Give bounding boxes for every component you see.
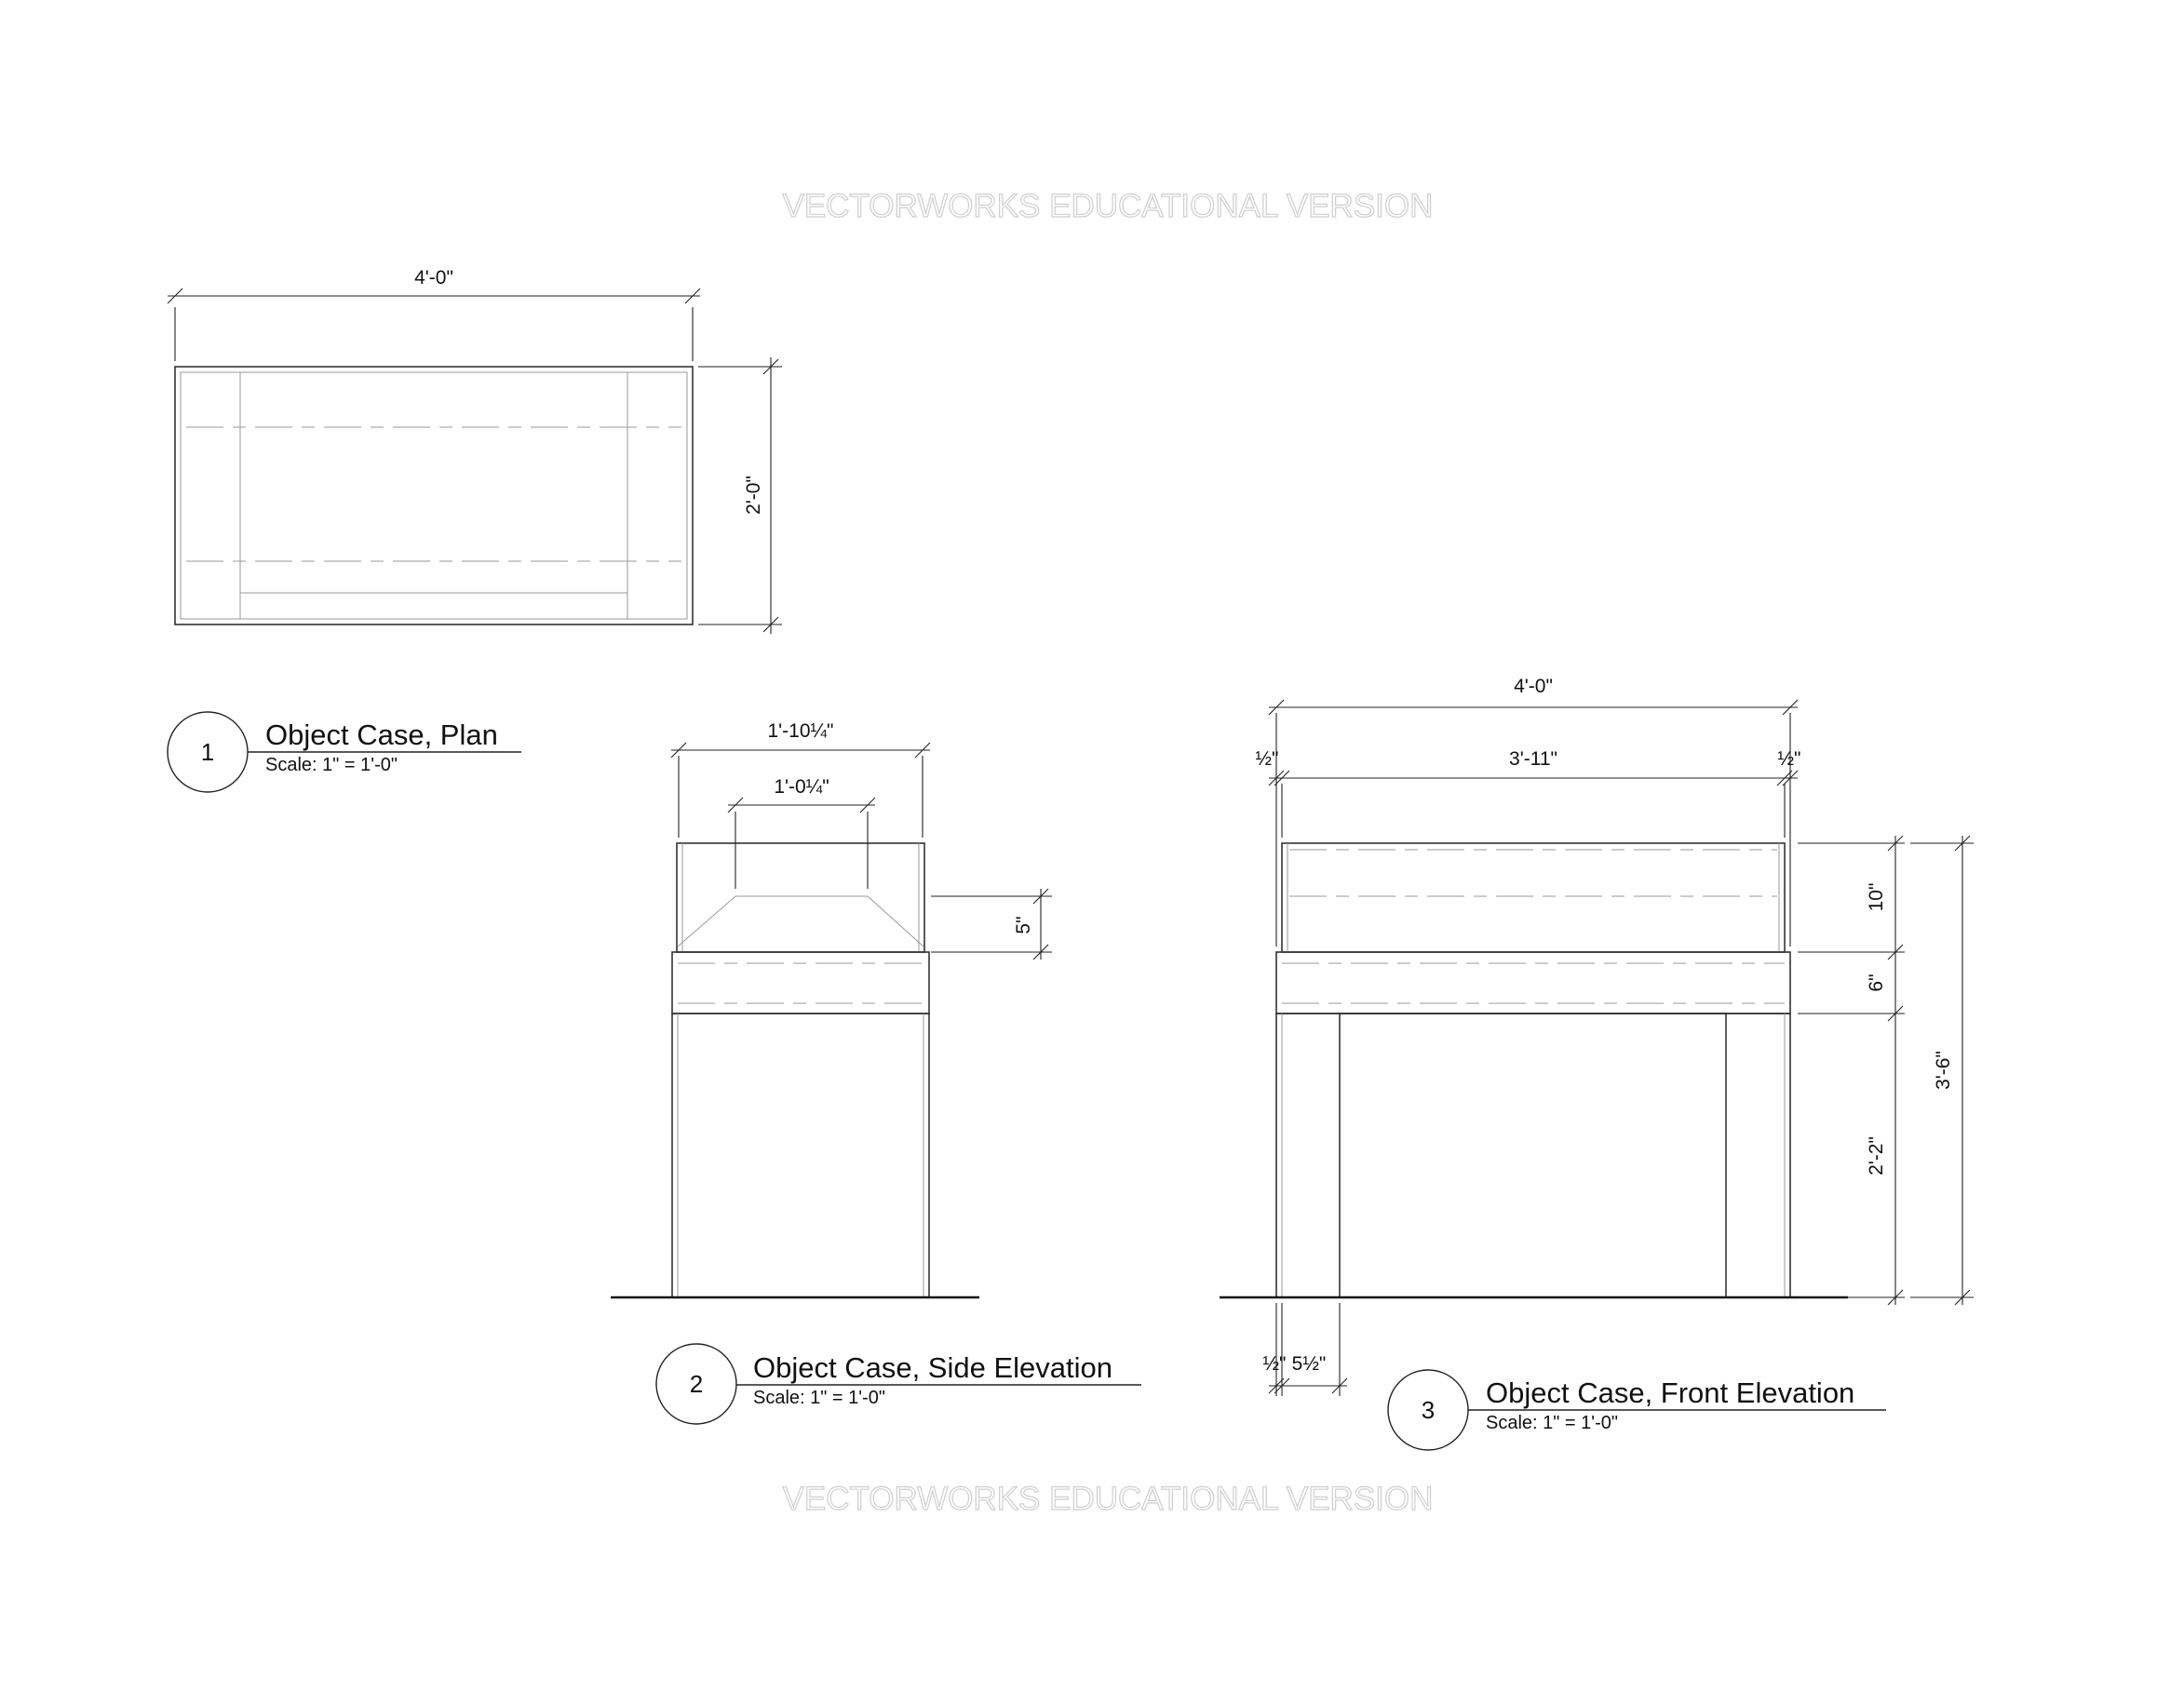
view-scale: Scale: 1" = 1'-0" [265, 755, 398, 775]
front-inner-width-label: 3'-11" [1509, 748, 1557, 770]
view-title-1 [168, 712, 521, 792]
plan-depth-dimension [698, 357, 782, 634]
front-inner-width-dimension [1256, 748, 1801, 838]
front-base-opening [1340, 1014, 1726, 1297]
side-bevel-dimension [931, 889, 1052, 960]
side-vitrine-bevel [678, 896, 923, 947]
plan-depth-label: 2'-0" [743, 476, 764, 515]
front-right-offset-label: ½" [1777, 748, 1801, 770]
front-band [1276, 952, 1790, 1014]
plan-outline [175, 367, 693, 624]
front-base [1276, 1014, 1790, 1297]
view-title-2 [656, 1344, 1141, 1424]
front-overall-height-dimension [1910, 836, 1974, 1305]
front-leg-width-label: 5½" [1291, 1353, 1327, 1375]
front-leg-dimension [1263, 1303, 1347, 1396]
front-overall-width-dimension [1269, 676, 1798, 947]
view-scale: Scale: 1" = 1'-0" [753, 1388, 885, 1408]
side-overall-label: 1'-10¼" [767, 720, 834, 742]
side-inner-label: 1'-0¼" [774, 776, 829, 798]
plan-inner-outline [181, 372, 687, 619]
side-inner-dimension [728, 776, 875, 889]
front-height-dimensions [1798, 836, 1905, 1305]
front-overall-height-label: 3'-6" [1933, 1051, 1954, 1090]
view-scale: Scale: 1" = 1'-0" [1486, 1413, 1618, 1433]
front-left-offset-label: ½" [1255, 748, 1279, 770]
front-vitrine-height-label: 10" [1866, 882, 1887, 912]
watermark-top: VECTORWORKS EDUCATIONAL VERSION [782, 188, 1434, 224]
view-number: 2 [689, 1370, 704, 1398]
view-title: Object Case, Plan [265, 718, 498, 751]
plan-width-label: 4'-0" [414, 267, 453, 289]
view-title: Object Case, Front Elevation [1486, 1376, 1855, 1409]
front-vitrine [1282, 843, 1785, 952]
front-band-height-label: 6" [1866, 974, 1887, 992]
plan-view [175, 367, 693, 624]
front-base-height-label: 2'-2" [1866, 1136, 1887, 1175]
view-title-3 [1388, 1370, 1886, 1450]
front-elevation [1220, 843, 1848, 1297]
side-bevel-label: 5" [1013, 916, 1034, 934]
watermark-bottom: VECTORWORKS EDUCATIONAL VERSION [782, 1481, 1434, 1517]
side-band [672, 952, 929, 1014]
view-number: 3 [1421, 1396, 1436, 1424]
view-number: 1 [200, 738, 215, 766]
side-elevation [611, 843, 979, 1297]
plan-width-dimension [168, 267, 700, 361]
front-foot-offset-label: ½" [1262, 1353, 1287, 1375]
front-overall-width-label: 4'-0" [1514, 676, 1553, 697]
view-title: Object Case, Side Elevation [753, 1351, 1112, 1384]
side-vitrine [677, 843, 924, 952]
side-base [672, 1014, 929, 1297]
